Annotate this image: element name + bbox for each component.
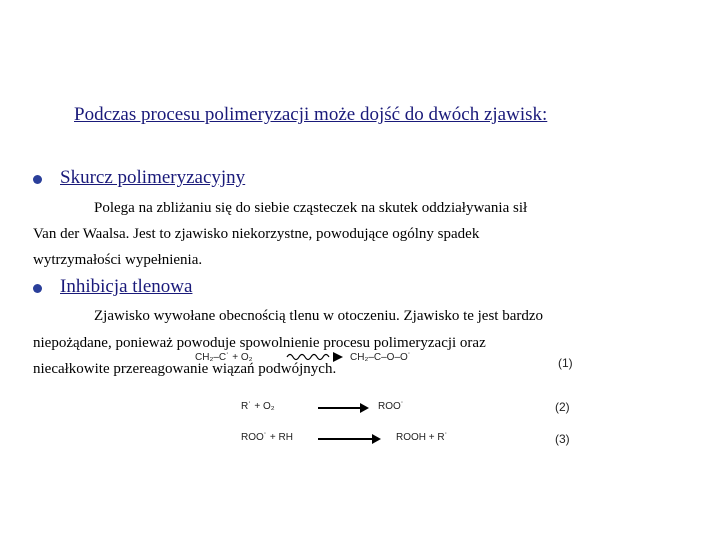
item-text-line: niepożądane, ponieważ powoduje spowolnienie procesu polimeryzacji oraz — [33, 335, 486, 351]
reaction-1-wavy-arrow-icon — [285, 350, 345, 364]
item-text-line: Polega na zbliżaniu się do siebie cząsteczek na skutek oddziaływania sił — [94, 200, 528, 216]
reaction-3-arrow — [318, 438, 374, 440]
item-text-line: wytrzymałości wypełnienia. — [33, 252, 203, 268]
arrow-head-icon — [372, 434, 381, 444]
reaction-3-reactants: ROO˙ + RH — [241, 432, 293, 443]
item-heading-oxygen-inhibition: Inhibicja tlenowa — [60, 276, 193, 297]
reaction-2-products: ROO˙ — [378, 401, 405, 412]
reaction-1-products: CH₂–C–O–O˙ — [350, 352, 412, 363]
item-text-line: Zjawisko wywołane obecnością tlenu w otoczeniu. Zjawisko te jest bardzo — [94, 308, 544, 324]
reaction-2-reactants: R˙ + O₂ — [241, 401, 275, 412]
reaction-3-products: ROOH + R˙ — [396, 432, 448, 443]
reaction-2-number: (2) — [555, 400, 570, 414]
slide-title: Podczas procesu polimeryzacji może dojść do dwóch zjawisk: — [74, 104, 548, 125]
arrow-head-icon — [360, 403, 369, 413]
reaction-2-arrow — [318, 407, 362, 409]
bullet-icon — [33, 175, 42, 184]
reaction-1-reactants: CH₂–C˙ + O₂ — [195, 352, 253, 363]
item-text-line: Van der Waalsa. Jest to zjawisko niekorzystne, powodujące ogólny spadek — [33, 226, 480, 242]
bullet-icon — [33, 284, 42, 293]
reaction-1-number: (1) — [558, 356, 573, 370]
reaction-3-number: (3) — [555, 432, 570, 446]
item-text-line: niecałkowite przereagowanie wiązań podwójnych. — [33, 361, 337, 377]
item-heading-shrinkage: Skurcz polimeryzacyjny — [60, 167, 246, 188]
